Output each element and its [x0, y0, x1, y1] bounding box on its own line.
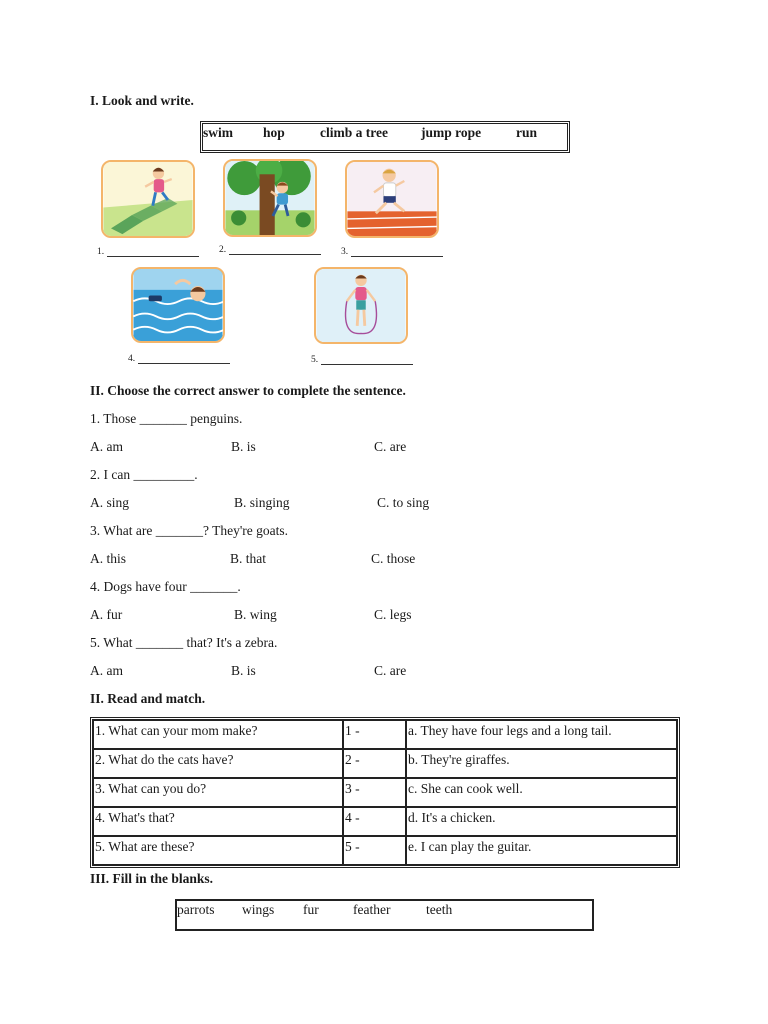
- section-2-title: II. Choose the correct answer to complete the sentence.: [90, 383, 406, 398]
- section-1-title: I. Look and write.: [90, 93, 194, 108]
- question-3: 3. What are _______? They're goats.: [90, 523, 288, 538]
- question-5: 5. What _______ that? It's a zebra.: [90, 635, 278, 650]
- answer-line-2: 2.: [219, 245, 321, 255]
- word-bank-1-word: hop: [263, 125, 285, 140]
- match-answer: e. I can play the guitar.: [406, 836, 677, 865]
- match-number: 2 -: [343, 749, 406, 778]
- option-b: B. that: [230, 551, 266, 566]
- option-b: B. wing: [234, 607, 277, 622]
- match-question: 2. What do the cats have?: [93, 749, 343, 778]
- word-bank-2-word: fur: [303, 902, 319, 917]
- option-a: A. am: [90, 439, 123, 454]
- word-bank-1: [200, 121, 570, 153]
- match-question: 1. What can your mom make?: [93, 720, 343, 749]
- match-table: [90, 717, 680, 868]
- section-3-title: II. Read and match.: [90, 691, 206, 706]
- word-bank-1-word: run: [516, 125, 538, 140]
- match-question: 4. What's that?: [93, 807, 343, 836]
- word-bank-1-word: swim: [203, 125, 233, 140]
- match-number: 5 -: [343, 836, 406, 865]
- word-bank-1-word: climb a tree: [320, 125, 388, 140]
- match-number: 3 -: [343, 778, 406, 807]
- table-row: [93, 778, 677, 807]
- option-a: A. am: [90, 663, 123, 678]
- answer-line-5: 5.: [311, 355, 413, 365]
- question-2: 2. I can _________.: [90, 467, 198, 482]
- table-row: [93, 836, 677, 865]
- question-1: 1. Those _______ penguins.: [90, 411, 243, 426]
- picture-run: [345, 160, 439, 238]
- option-c: C. those: [371, 551, 416, 566]
- option-c: C. are: [374, 663, 407, 678]
- word-bank-2-word: feather: [353, 902, 391, 917]
- match-answer: b. They're giraffes.: [406, 749, 677, 778]
- match-number: 4 -: [343, 807, 406, 836]
- picture-swim: [131, 267, 225, 343]
- match-question: 5. What are these?: [93, 836, 343, 865]
- picture-jump-rope: [314, 267, 408, 344]
- word-bank-2: [175, 899, 594, 931]
- match-answer: d. It's a chicken.: [406, 807, 677, 836]
- word-bank-2-word: wings: [242, 902, 275, 917]
- option-c: C. are: [374, 439, 407, 454]
- match-question: 3. What can you do?: [93, 778, 343, 807]
- table-row: [93, 749, 677, 778]
- match-answer: a. They have four legs and a long tail.: [406, 720, 677, 749]
- option-a: A. fur: [90, 607, 123, 622]
- option-c: C. to sing: [377, 495, 430, 510]
- answer-line-1: 1.: [97, 247, 199, 257]
- section-4-title: III. Fill in the blanks.: [90, 871, 214, 886]
- word-bank-2-word: parrots: [177, 902, 215, 917]
- question-4: 4. Dogs have four _______.: [90, 579, 241, 594]
- picture-hopscotch: [101, 160, 195, 238]
- answer-line-3: 3.: [341, 247, 443, 257]
- word-bank-1-word: jump rope: [421, 125, 482, 140]
- option-a: A. sing: [90, 495, 130, 510]
- option-b: B. singing: [234, 495, 290, 510]
- match-number: 1 -: [343, 720, 406, 749]
- answer-line-4: 4.: [128, 354, 230, 364]
- table-row: [93, 807, 677, 836]
- option-b: B. is: [231, 439, 256, 454]
- option-b: B. is: [231, 663, 256, 678]
- match-answer: c. She can cook well.: [406, 778, 677, 807]
- word-bank-2-word: teeth: [426, 902, 453, 917]
- picture-climb-tree: [223, 159, 317, 237]
- option-a: A. this: [90, 551, 127, 566]
- option-c: C. legs: [374, 607, 412, 622]
- table-row: [93, 720, 677, 749]
